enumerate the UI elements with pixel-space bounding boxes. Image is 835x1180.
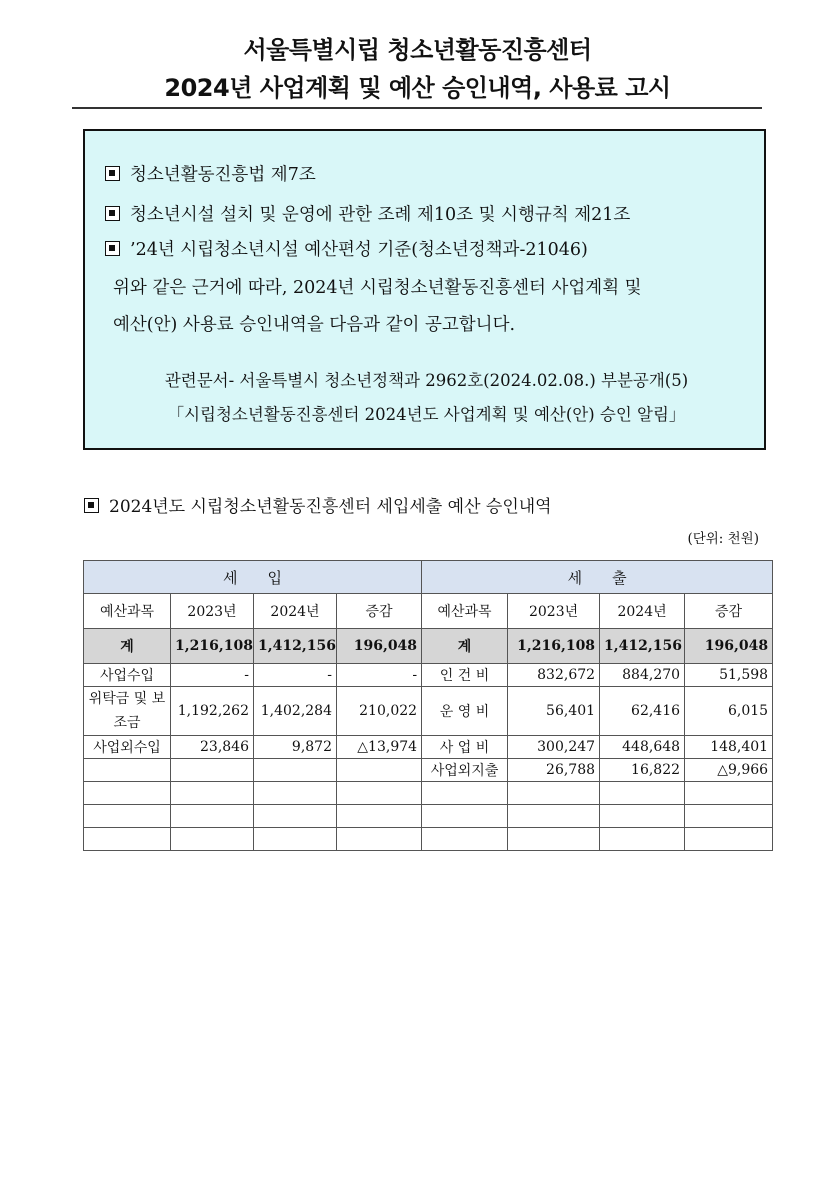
table-group-header bbox=[84, 561, 773, 594]
table-cell: 56,401 bbox=[508, 687, 600, 736]
table-row bbox=[84, 805, 773, 828]
table-cell: 사업수입 bbox=[84, 664, 171, 687]
table-row bbox=[84, 687, 773, 736]
table-cell: 51,598 bbox=[685, 664, 773, 687]
table-cell: 16,822 bbox=[600, 759, 685, 782]
table-cell: - bbox=[254, 664, 337, 687]
expense-header: 세 출 bbox=[422, 561, 773, 594]
table-cell: 62,416 bbox=[600, 687, 685, 736]
table-row bbox=[84, 664, 773, 687]
table-cell: 인 건 비 bbox=[422, 664, 508, 687]
table-column-header bbox=[84, 594, 773, 629]
column-header: 증감 bbox=[337, 594, 422, 629]
table-cell: 1,192,262 bbox=[171, 687, 254, 736]
table-cell: - bbox=[337, 664, 422, 687]
table-cell: 위탁금 및 보조금 bbox=[84, 687, 171, 736]
table-cell bbox=[84, 759, 171, 782]
square-bullet-icon bbox=[84, 498, 99, 513]
basis-item: ’24년 시립청소년시설 예산편성 기준(청소년정책과-21046) bbox=[105, 236, 588, 261]
table-cell: 1,216,108 bbox=[171, 629, 254, 664]
table-row bbox=[84, 782, 773, 805]
notice-text: 예산(안) 사용료 승인내역을 다음과 같이 공고합니다. bbox=[113, 315, 516, 335]
basis-item: 청소년시설 설치 및 운영에 관한 조례 제10조 및 시행규칙 제21조 bbox=[105, 201, 630, 226]
table-cell: 계 bbox=[84, 629, 171, 664]
table-cell: 884,270 bbox=[600, 664, 685, 687]
total-row bbox=[84, 629, 773, 664]
notice-text: 위와 같은 근거에 따라, 2024년 시립청소년활동진흥센터 사업계획 및 bbox=[113, 278, 642, 298]
basis-item: 청소년활동진흥법 제7조 bbox=[105, 161, 316, 186]
title-divider bbox=[72, 107, 762, 109]
table-cell bbox=[337, 759, 422, 782]
table-cell: △13,974 bbox=[337, 736, 422, 759]
table-cell: 832,672 bbox=[508, 664, 600, 687]
table-cell: 사업외지출 bbox=[422, 759, 508, 782]
table-cell: 1,216,108 bbox=[508, 629, 600, 664]
table-cell: 1,402,284 bbox=[254, 687, 337, 736]
table-cell: 300,247 bbox=[508, 736, 600, 759]
table-cell: 448,648 bbox=[600, 736, 685, 759]
table-cell bbox=[254, 759, 337, 782]
square-bullet-icon bbox=[105, 206, 120, 221]
table-cell: 운 영 비 bbox=[422, 687, 508, 736]
table-cell: 196,048 bbox=[685, 629, 773, 664]
budget-table bbox=[83, 560, 773, 851]
table-cell: 1,412,156 bbox=[600, 629, 685, 664]
square-bullet-icon bbox=[105, 241, 120, 256]
table-cell: 210,022 bbox=[337, 687, 422, 736]
column-header: 예산과목 bbox=[84, 594, 171, 629]
related-document-title: 「시립청소년활동진흥센터 2024년도 사업계획 및 예산(안) 승인 알림」 bbox=[167, 405, 686, 424]
revenue-header: 세 입 bbox=[84, 561, 422, 594]
table-cell: 148,401 bbox=[685, 736, 773, 759]
column-header: 예산과목 bbox=[422, 594, 508, 629]
table-cell: 196,048 bbox=[337, 629, 422, 664]
table-cell bbox=[171, 759, 254, 782]
table-row bbox=[84, 736, 773, 759]
page-subtitle: 2024년 사업계획 및 예산 승인내역, 사용료 고시 bbox=[164, 74, 671, 102]
table-cell: 9,872 bbox=[254, 736, 337, 759]
column-header: 2023년 bbox=[508, 594, 600, 629]
column-header: 2024년 bbox=[254, 594, 337, 629]
table-row bbox=[84, 828, 773, 851]
table-row bbox=[84, 759, 773, 782]
square-bullet-icon bbox=[105, 166, 120, 181]
page-title: 서울특별시립 청소년활동진흥센터 bbox=[243, 36, 592, 64]
table-cell: 사업외수입 bbox=[84, 736, 171, 759]
section-title: 2024년도 시립청소년활동진흥센터 세입세출 예산 승인내역 bbox=[84, 492, 552, 517]
unit-label: (단위: 천원) bbox=[687, 531, 759, 547]
table-cell: 계 bbox=[422, 629, 508, 664]
table-cell: 26,788 bbox=[508, 759, 600, 782]
basis-box bbox=[83, 129, 766, 450]
table-cell: 6,015 bbox=[685, 687, 773, 736]
table-cell: 1,412,156 bbox=[254, 629, 337, 664]
table-cell: - bbox=[171, 664, 254, 687]
column-header: 2023년 bbox=[171, 594, 254, 629]
column-header: 2024년 bbox=[600, 594, 685, 629]
column-header: 증감 bbox=[685, 594, 773, 629]
table-cell: 사 업 비 bbox=[422, 736, 508, 759]
table-cell: △9,966 bbox=[685, 759, 773, 782]
related-document: 관련문서- 서울특별시 청소년정책과 2962호(2024.02.08.) 부분공개(5) bbox=[164, 371, 689, 390]
table-cell: 23,846 bbox=[171, 736, 254, 759]
